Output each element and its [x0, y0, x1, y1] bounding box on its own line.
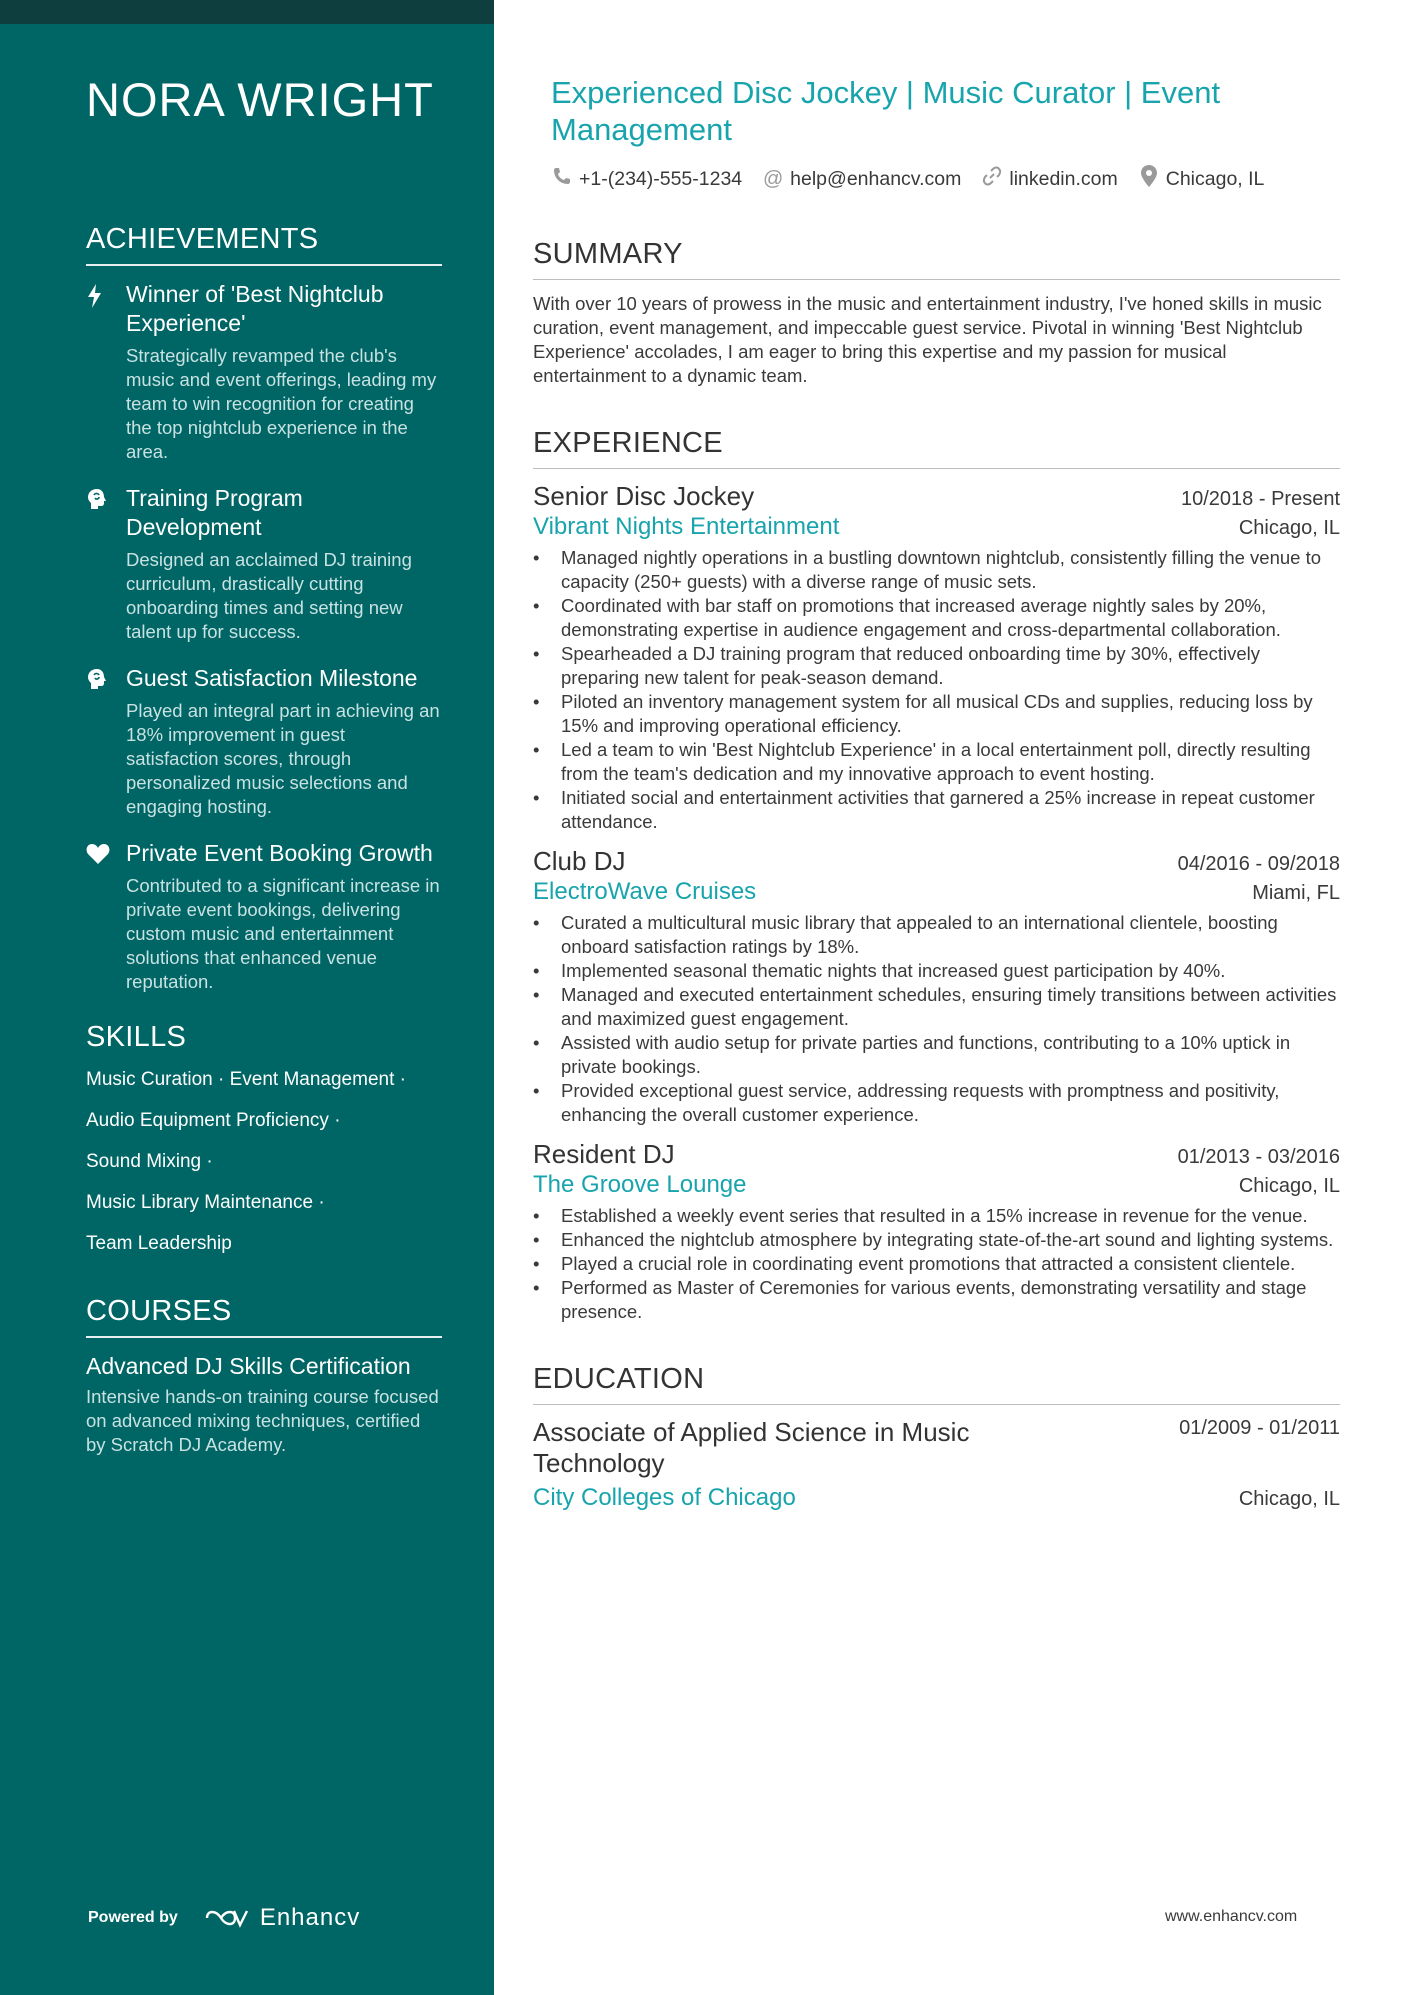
skill-line: Team Leadership	[86, 1233, 232, 1254]
education-dates: 01/2009 - 01/2011	[1179, 1417, 1340, 1439]
skill-line: Music Library Maintenance ·	[86, 1192, 325, 1213]
powered-by	[88, 1904, 360, 1932]
job-bullet: • Piloted an inventory management system for all musical CDs and supplies, reducing loss by 15% and improving operational efficiency.	[533, 690, 1340, 738]
experience-section	[533, 426, 1340, 1324]
education-entry	[533, 1417, 1340, 1513]
skill-line: Sound Mixing ·	[86, 1151, 213, 1172]
link-icon	[981, 166, 1003, 192]
enhancv-logo[interactable]	[204, 1904, 360, 1932]
degree: Associate of Applied Science in Music Technology	[533, 1417, 970, 1478]
job-bullet: • Managed and executed entertainment schedules, ensuring timely transitions between activities and maximized guest engagement.	[533, 983, 1340, 1031]
achievement-item	[86, 484, 442, 644]
summary-heading: SUMMARY	[533, 237, 1340, 280]
sidebar	[0, 0, 494, 1995]
job-entry	[533, 846, 1340, 1127]
company-name: ElectroWave Cruises	[533, 878, 757, 905]
enhancv-logo-text: Enhancv	[259, 1904, 361, 1931]
job-bullet: • Assisted with audio setup for private parties and functions, contributing to a 10% uptick in private bookings.	[533, 1031, 1340, 1079]
job-bullet: • Enhanced the nightclub atmosphere by integrating state-of-the-art sound and lighting systems.	[533, 1228, 1340, 1252]
sidebar-top-bar	[0, 0, 494, 24]
job-bullet: • Implemented seasonal thematic nights that increased guest participation by 40%.	[533, 959, 1340, 983]
education-heading: EDUCATION	[533, 1362, 1340, 1405]
job-bullet: • Coordinated with bar staff on promotions that increased average nightly sales by 20%, demonstrating expertise in audience engagement and cross-departmental collaboration.	[533, 594, 1340, 642]
summary-section	[533, 237, 1340, 388]
job-bullet: • Established a weekly event series that resulted in a 15% increase in revenue for the venue.	[533, 1204, 1340, 1228]
achievement-item	[86, 664, 442, 819]
skill-line: Music Curation · Event Management ·	[86, 1069, 406, 1090]
enhancv-logo-icon	[204, 1906, 250, 1930]
achievement-item	[86, 839, 442, 994]
sidebar-content	[86, 72, 442, 1457]
job-bullets	[533, 1204, 1340, 1324]
achievement-description: Designed an acclaimed DJ training curriculum, drastically cutting onboarding times and setting new talent up for success.	[126, 549, 412, 642]
job-bullet: • Managed nightly operations in a bustling downtown nightclub, consistently filling the venue to capacity (250+ guests) with a diverse range of music sets.	[533, 546, 1340, 594]
brain-icon	[86, 664, 126, 819]
achievement-title: Training Program Development	[126, 485, 303, 540]
contact-bar	[551, 165, 1340, 193]
achievement-title: Private Event Booking Growth	[126, 840, 433, 866]
job-dates: 10/2018 - Present	[1181, 488, 1340, 510]
course-description: Intensive hands-on training course focused on advanced mixing techniques, certified by Scratch DJ Academy.	[86, 1386, 439, 1455]
linkedin-text: linkedin.com	[1009, 167, 1118, 190]
achievements-section	[86, 222, 442, 994]
achievement-title: Guest Satisfaction Milestone	[126, 665, 418, 691]
job-title: Resident DJ	[533, 1139, 675, 1169]
job-bullet: • Provided exceptional guest service, addressing requests with promptness and positivity, enhancing the overall customer experience.	[533, 1079, 1340, 1127]
linkedin-contact[interactable]	[981, 166, 1117, 192]
job-bullet: • Spearheaded a DJ training program that reduced onboarding time by 30%, effectively preparing new talent for peak-season demand.	[533, 642, 1340, 690]
phone-text: +1-(234)-555-1234	[579, 167, 743, 190]
email-text: help@enhancv.com	[790, 167, 962, 190]
job-title: Senior Disc Jockey	[533, 481, 755, 511]
school-location: Chicago, IL	[1238, 1488, 1340, 1510]
lightning-icon	[86, 280, 126, 464]
job-entry	[533, 1139, 1340, 1324]
job-entry	[533, 481, 1340, 834]
achievement-description: Played an integral part in achieving an 18% improvement in guest satisfaction scores, through personalized music selections and engaging hosting.	[126, 700, 440, 817]
candidate-name: NORA WRIGHT	[86, 73, 434, 126]
at-icon: @	[763, 167, 784, 190]
job-title: Club DJ	[533, 846, 626, 876]
achievement-item	[86, 280, 442, 464]
experience-heading: EXPERIENCE	[533, 426, 1340, 469]
company-name: Vibrant Nights Entertainment	[533, 513, 840, 540]
skills-section	[86, 1020, 442, 1256]
brain-icon	[86, 484, 126, 644]
heart-icon	[86, 839, 126, 994]
course-title: Advanced DJ Skills Certification	[86, 1353, 411, 1379]
job-bullets	[533, 546, 1340, 834]
achievement-description: Contributed to a significant increase in private event bookings, delivering custom music and entertainment solutions that enhanced venue reputation.	[126, 875, 440, 992]
phone-contact[interactable]	[551, 167, 742, 191]
job-location: Chicago, IL	[1238, 517, 1340, 539]
job-location: Miami, FL	[1252, 882, 1340, 904]
achievement-description: Strategically revamped the club's music and event offerings, leading my team to win recognition for creating the top nightclub experience in the area.	[126, 345, 437, 462]
job-bullet: • Curated a multicultural music library that appealed to an international clientele, boosting onboard satisfaction ratings by 18%.	[533, 911, 1340, 959]
job-dates: 01/2013 - 03/2016	[1177, 1146, 1340, 1168]
courses-section	[86, 1294, 442, 1457]
location-pin-icon	[1138, 165, 1160, 193]
job-bullet: • Performed as Master of Ceremonies for various events, demonstrating versatility and stage presence.	[533, 1276, 1340, 1324]
skill-line: Audio Equipment Proficiency ·	[86, 1110, 341, 1131]
job-bullet: • Led a team to win 'Best Nightclub Experience' in a local entertainment poll, directly resulting from the team's dedication and my innovative approach to event hosting.	[533, 738, 1340, 786]
email-contact[interactable]	[762, 168, 961, 191]
job-dates: 04/2016 - 09/2018	[1177, 853, 1340, 875]
job-bullet: • Played a crucial role in coordinating event promotions that attracted a consistent clientele.	[533, 1252, 1340, 1276]
school-name: City Colleges of Chicago	[533, 1484, 796, 1511]
achievement-title: Winner of 'Best Nightclub Experience'	[126, 281, 384, 336]
headline: Experienced Disc Jockey | Music Curator | Event Management	[551, 75, 1221, 147]
job-bullet: • Initiated social and entertainment activities that garnered a 25% increase in repeat customer attendance.	[533, 786, 1340, 834]
main-content	[533, 74, 1340, 1513]
achievements-heading: ACHIEVEMENTS	[86, 222, 442, 266]
footer-url[interactable]: www.enhancv.com	[1165, 1908, 1298, 1925]
job-bullets	[533, 911, 1340, 1127]
summary-text: With over 10 years of prowess in the music and entertainment industry, I've honed skills in music curation, event management, and impeccable guest service. Pivotal in winning 'Best Nightclub Experience' accolades, I am eager to bring this expertise and my passion for musical entertainment to a dynamic team.	[533, 293, 1322, 386]
powered-by-label: Powered by	[88, 1909, 178, 1926]
location-text: Chicago, IL	[1165, 167, 1265, 190]
location-contact	[1138, 165, 1265, 193]
phone-icon	[551, 167, 573, 191]
job-location: Chicago, IL	[1238, 1175, 1340, 1197]
company-name: The Groove Lounge	[533, 1171, 747, 1198]
education-section	[533, 1362, 1340, 1513]
skills-heading: SKILLS	[86, 1021, 187, 1053]
courses-heading: COURSES	[86, 1294, 442, 1338]
